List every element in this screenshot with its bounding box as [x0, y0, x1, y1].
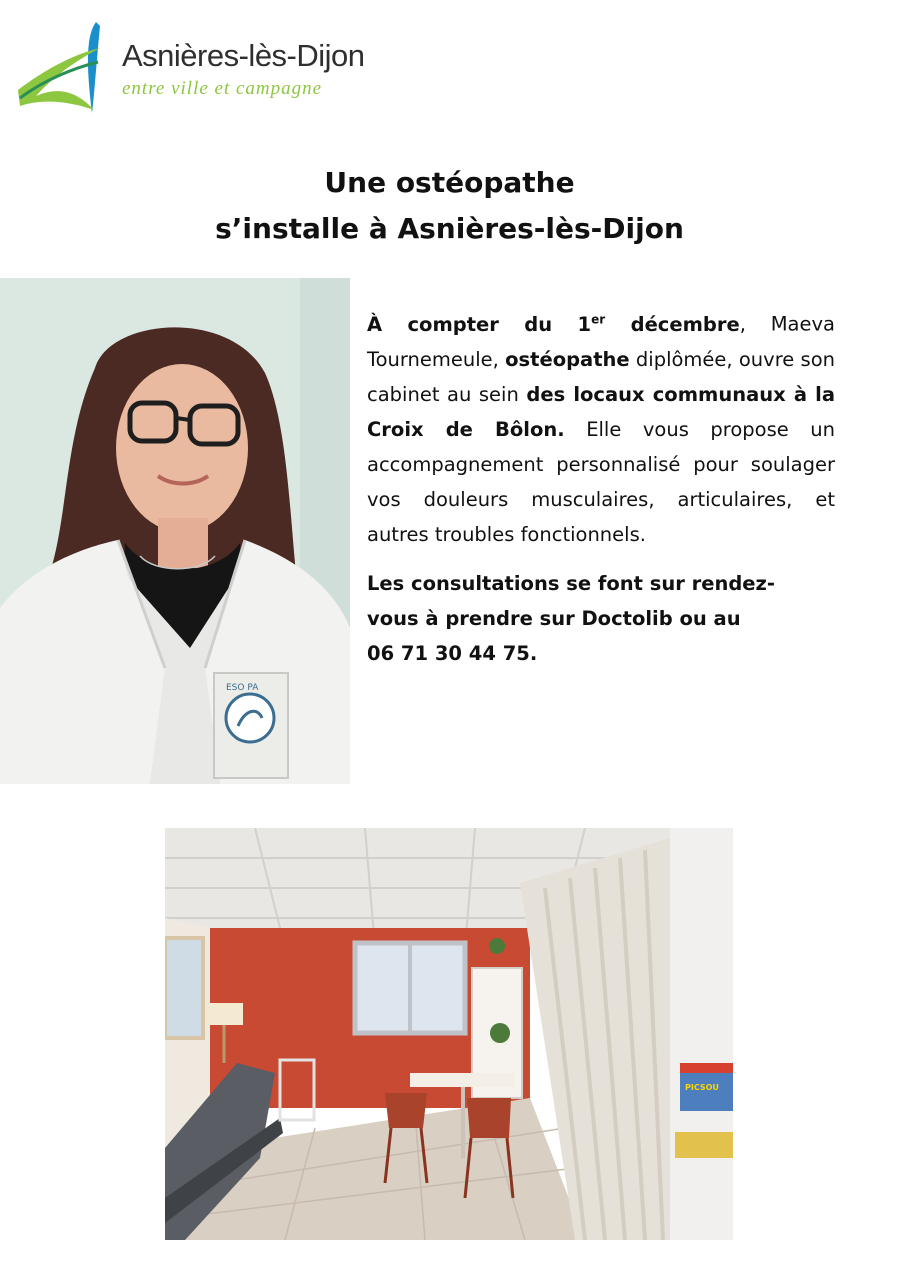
article-body — [367, 302, 835, 671]
appointment-info: Les consultations se font sur rendez- vous à prendre sur Doctolib ou au 06 71 30 44 75. — [367, 571, 775, 665]
book-label: PICSOU — [685, 1083, 719, 1092]
start-date: À compter du 1er décembre — [367, 312, 740, 336]
coat-badge-text: ESO PA — [226, 683, 259, 693]
office-photo — [165, 828, 733, 1240]
title-line-1: Une ostéopathe — [324, 166, 575, 199]
municipality-logo — [14, 18, 394, 118]
logo-name: Asnières-lès-Dijon — [122, 38, 365, 73]
portrait-photo — [0, 278, 350, 784]
title-line-2: s’installe à Asnières-lès-Dijon — [215, 212, 684, 245]
logo-tagline: entre ville et campagne — [122, 78, 323, 99]
lead-paragraph: À compter du 1er décembre, Maeva Tournemeule, ostéopathe diplômée, ouvre son cabinet au sein des locaux communaux à la Croix de Bôlon. Elle vous propose un accompagnement personnalisé pour soulager vos douleurs musculaires, articulaires, et autres troubles fonctionnels. — [367, 312, 836, 546]
logo-swoosh-icon — [14, 18, 114, 118]
phone-number: 06 71 30 44 75. — [367, 641, 538, 665]
page-title — [0, 160, 899, 252]
